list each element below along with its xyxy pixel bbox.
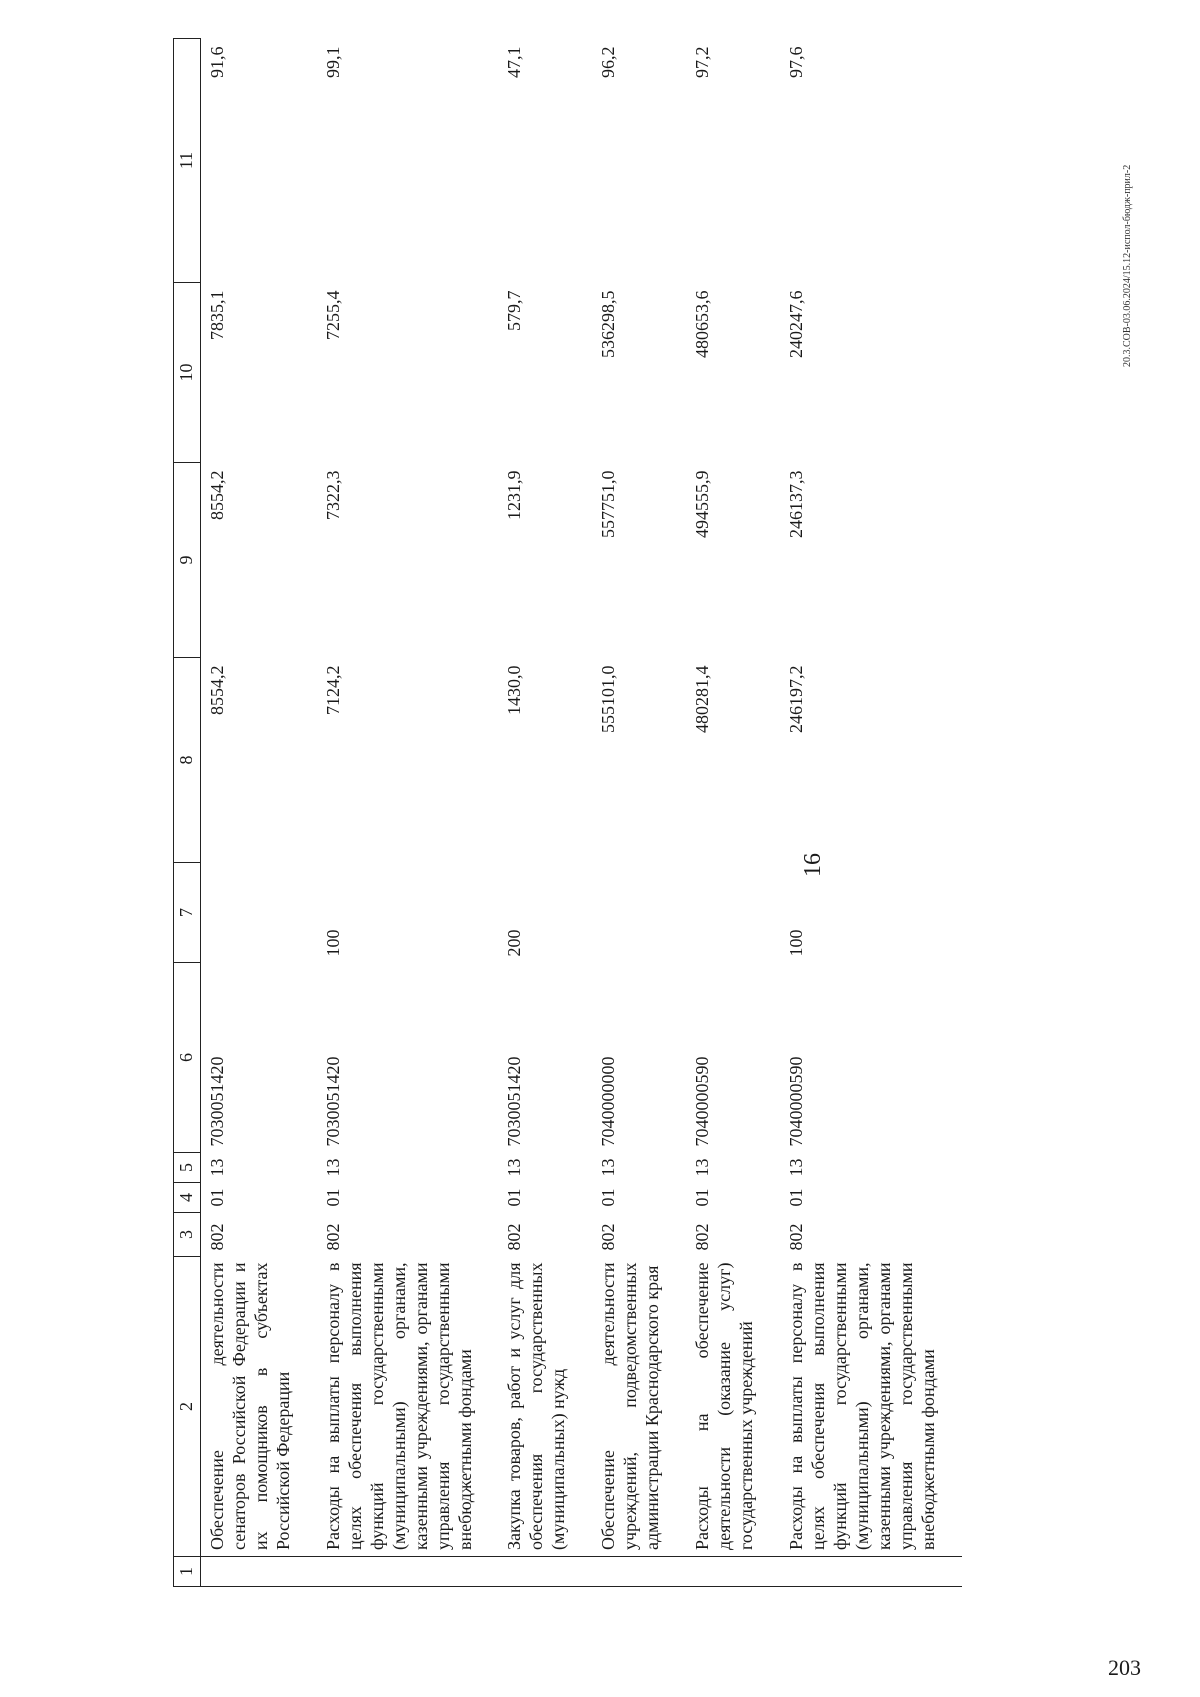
table-row (780, 39, 962, 1587)
cell-expense-type (592, 863, 686, 963)
cell-approved: 8554,2 (207, 665, 227, 715)
cell-expense-type (686, 863, 780, 963)
cell-target-article: 7030051420 (207, 1056, 227, 1147)
cell-plan: 557751,0 (598, 470, 619, 538)
cell-target-article: 7030051420 (504, 1056, 525, 1147)
col-header: 4 (174, 1183, 201, 1213)
col-header: 1 (174, 1557, 201, 1587)
cell-plan: 1231,9 (504, 470, 525, 520)
cell-ministry-code: 802 (598, 1223, 619, 1251)
cell-executed: 536298,5 (598, 290, 619, 358)
cell-executed: 480653,6 (692, 290, 713, 358)
cell-approved: 1430,0 (504, 665, 525, 715)
budget-table (173, 38, 962, 1587)
cell-subsection: 13 (504, 1158, 525, 1177)
col-header: 2 (174, 1257, 201, 1557)
cell-target-article: 7040000000 (598, 1056, 619, 1147)
cell-approved: 555101,0 (598, 665, 619, 733)
col-header: 7 (174, 863, 201, 963)
cell-target-article: 7040000590 (786, 1056, 807, 1147)
cell-ministry-code: 802 (207, 1223, 227, 1251)
cell-index (201, 1557, 317, 1587)
table-row (592, 39, 686, 1587)
cell-percent: 99,1 (322, 46, 343, 78)
sheet-number: 203 (1108, 1655, 1141, 1680)
cell-target-article: 7030051420 (322, 1056, 343, 1147)
col-header: 11 (174, 39, 201, 283)
table-row (686, 39, 780, 1587)
cell-percent: 97,2 (692, 46, 713, 78)
cell-approved: 7124,2 (322, 665, 343, 715)
cell-percent: 97,6 (786, 46, 807, 78)
cell-expense-type: 100 (786, 929, 807, 957)
cell-index (317, 1557, 499, 1587)
cell-percent: 96,2 (598, 46, 619, 78)
cell-executed: 240247,6 (786, 290, 807, 358)
cell-subsection: 13 (786, 1158, 807, 1177)
cell-expense-type: 200 (504, 929, 525, 957)
page-number: 16 (800, 853, 826, 877)
cell-ministry-code: 802 (786, 1223, 807, 1251)
cell-target-article: 7040000590 (692, 1056, 713, 1147)
cell-percent: 47,1 (504, 46, 525, 78)
cell-plan: 246137,3 (786, 470, 807, 538)
cell-subsection: 13 (692, 1158, 713, 1177)
cell-ministry-code: 802 (504, 1223, 525, 1251)
cell-subsection: 13 (207, 1158, 227, 1177)
cell-section: 01 (786, 1188, 807, 1207)
cell-plan: 494555,9 (692, 470, 713, 538)
cell-approved: 246197,2 (786, 665, 807, 733)
cell-description: Обеспечение деятельности учреждений, подведомственных администрации Краснодарского края (598, 1262, 663, 1550)
cell-percent: 91,6 (207, 46, 227, 78)
cell-executed: 7255,4 (322, 290, 343, 340)
cell-index (498, 1557, 592, 1587)
cell-executed: 579,7 (504, 290, 525, 331)
cell-subsection: 13 (598, 1158, 619, 1177)
cell-description: Расходы на обеспечение деятельности (оказание услуг) государственных учреждений (692, 1262, 757, 1550)
col-header: 3 (174, 1213, 201, 1257)
cell-section: 01 (692, 1188, 713, 1207)
cell-expense-type (201, 863, 317, 963)
cell-section: 01 (598, 1188, 619, 1207)
cell-executed: 7835,1 (207, 290, 227, 340)
table-row (317, 39, 499, 1587)
col-header: 9 (174, 463, 201, 658)
cell-description: Расходы на выплаты персоналу в целях обеспечения выполнения функций государственными (муниципальными) органами, казенными учреждениями, органами управления государственными внебюджетными фондами (322, 1262, 475, 1550)
table-header-row (174, 39, 201, 1587)
cell-ministry-code: 802 (322, 1223, 343, 1251)
table-row (498, 39, 592, 1587)
cell-description: Обеспечение деятельности сенаторов Российской Федерации и их помощников в субъектах Российской Федерации (207, 1262, 293, 1550)
cell-plan: 7322,3 (322, 470, 343, 520)
cell-approved: 480281,4 (692, 665, 713, 733)
cell-plan: 8554,2 (207, 470, 227, 520)
col-header: 8 (174, 658, 201, 863)
cell-section: 01 (207, 1188, 227, 1207)
cell-index (686, 1557, 780, 1587)
cell-expense-type: 100 (322, 929, 343, 957)
cell-description: Расходы на выплаты персоналу в целях обеспечения выполнения функций государственными (муниципальными) органами, казенными учреждениями, органами управления государственными внебюджетными фондами (786, 1262, 938, 1550)
cell-index (592, 1557, 686, 1587)
document-footer-code: 20.3.СОВ-03.06.2024/15.12-испол-бюдж-прил-2 (1122, 164, 1133, 367)
col-header: 6 (174, 963, 201, 1153)
cell-index (780, 1557, 962, 1587)
cell-section: 01 (322, 1188, 343, 1207)
cell-section: 01 (504, 1188, 525, 1207)
col-header: 10 (174, 283, 201, 463)
cell-subsection: 13 (322, 1158, 343, 1177)
table-row (201, 39, 317, 1587)
cell-description: Закупка товаров, работ и услуг для обеспечения государственных (муниципальных) нужд (504, 1262, 569, 1550)
cell-ministry-code: 802 (692, 1223, 713, 1251)
col-header: 5 (174, 1153, 201, 1183)
